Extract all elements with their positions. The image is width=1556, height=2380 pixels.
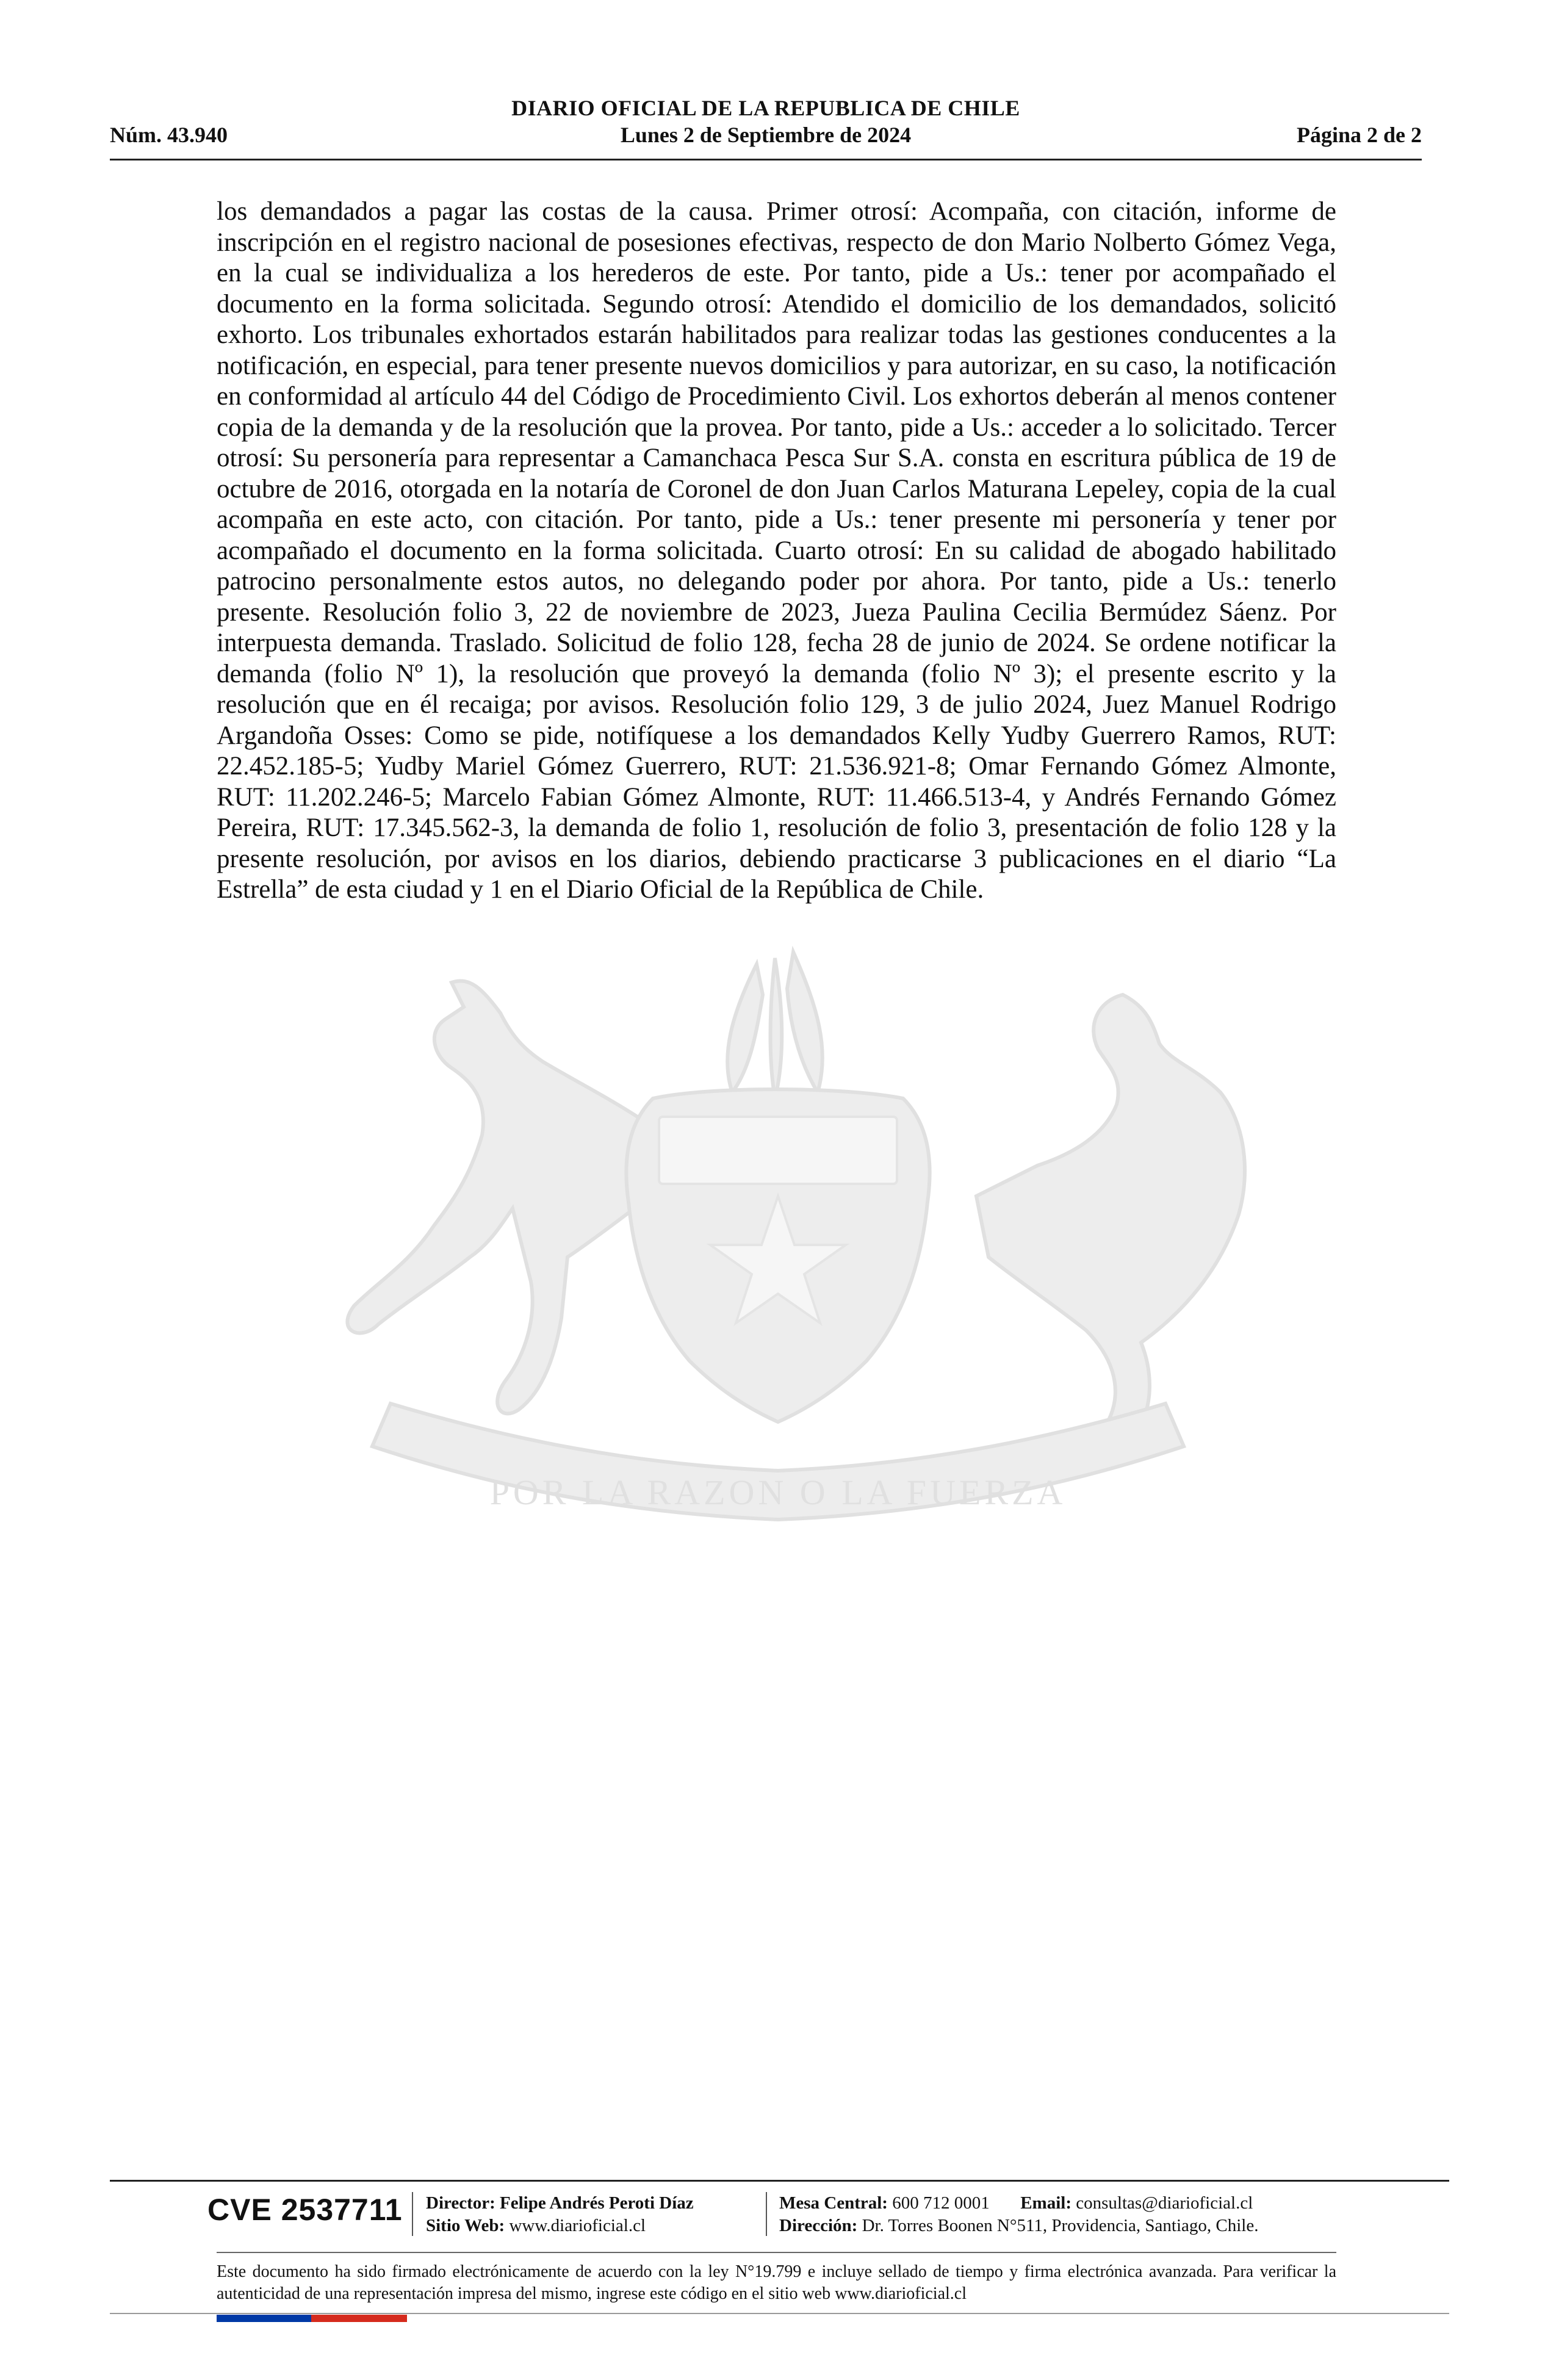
footer-bottom-divider bbox=[110, 2313, 1449, 2314]
email-label: Email: bbox=[1020, 2193, 1072, 2213]
footer-separator-right bbox=[766, 2192, 767, 2236]
coat-of-arms-watermark bbox=[268, 940, 1342, 1733]
footer-contact-block bbox=[779, 2192, 1258, 2237]
director-label: Director: bbox=[426, 2193, 495, 2213]
mesa-label: Mesa Central: bbox=[779, 2193, 888, 2213]
plume-center bbox=[771, 958, 782, 1098]
legal-notice: Este documento ha sido firmado electrónicamente de acuerdo con la ley N°19.799 e incluye sellado de tiempo y firma electrónica avanzada. Para verificar la autenticidad de una representación impresa del mismo, ingrese este código en el sitio web www.diarioficial.cl bbox=[217, 2262, 1336, 2303]
mesa-phone: 600 712 0001 bbox=[892, 2193, 990, 2213]
page-number: Página 2 de 2 bbox=[1296, 123, 1422, 147]
condor-figure bbox=[976, 995, 1245, 1443]
footer-director-block bbox=[426, 2192, 694, 2237]
page-header bbox=[110, 92, 1422, 160]
director-name: Felipe Andrés Peroti Díaz bbox=[500, 2193, 694, 2213]
footer-separator-left bbox=[412, 2192, 413, 2236]
address-line bbox=[779, 2215, 1258, 2237]
website-label: Sitio Web: bbox=[426, 2216, 505, 2235]
email-link[interactable]: consultas@diarioficial.cl bbox=[1076, 2193, 1253, 2213]
plume-right bbox=[787, 952, 823, 1092]
motto-text: POR LA RAZON O LA FUERZA bbox=[489, 1473, 1067, 1512]
issue-date: Lunes 2 de Septiembre de 2024 bbox=[620, 123, 912, 147]
plume-left bbox=[727, 964, 763, 1092]
footer-top-divider bbox=[110, 2180, 1449, 2182]
publication-title: DIARIO OFICIAL DE LA REPUBLICA DE CHILE bbox=[511, 96, 1020, 120]
website-line bbox=[426, 2215, 694, 2237]
cve-code: CVE 2537711 bbox=[207, 2193, 403, 2227]
footer-middle-divider bbox=[217, 2252, 1336, 2253]
website-link[interactable]: www.diarioficial.cl bbox=[509, 2216, 646, 2235]
flag-blue-segment bbox=[217, 2315, 311, 2322]
contact-line bbox=[779, 2192, 1258, 2215]
huemul-figure bbox=[347, 981, 647, 1413]
address-label: Dirección: bbox=[779, 2216, 858, 2235]
address-value: Dr. Torres Boonen N°511, Providencia, Santiago, Chile. bbox=[862, 2216, 1259, 2235]
shield-upper-band bbox=[659, 1117, 897, 1184]
flag-red-segment bbox=[311, 2315, 407, 2322]
flag-color-bar bbox=[217, 2315, 407, 2322]
article-body: los demandados a pagar las costas de la causa. Primer otrosí: Acompaña, con citación, informe de inscripción en el registro nacional de posesiones efectivas, respecto de don Mario Nolberto Gómez Vega, en la cual se individualiza a los herederos de este. Por tanto, pide a Us.: tener por acompañado el documento en la forma solicitada. Segundo otrosí: Atendido el domicilio de los demandados, solicitó exhorto. Los tribunales exhortados estarán habilitados para realizar todas las gestiones conducentes a la notificación, en especial, para tener presente nuevos domicilios y para autorizar, en su caso, la notificación en conformidad al artículo 44 del Código de Procedimiento Civil. Los exhortos deberán al menos contener copia de la demanda y de la resolución que la provea. Por tanto, pide a Us.: acceder a lo solicitado. Tercer otrosí: Su personería para representar a Camanchaca Pesca Sur S.A. consta en escritura pública de 19 de octubre de 2016, otorgada en la notaría de Coronel de don Juan Carlos Maturana Lepeley, copia de la cual acompaña en este acto, con citación. Por tanto, pide a Us.: tener presente mi personería y tener por acompañado el documento en la forma solicitada. Cuarto otrosí: En su calidad de abogado habilitado patrocino personalmente estos autos, no delegando poder por ahora. Por tanto, pide a Us.: tenerlo presente. Resolución folio 3, 22 de noviembre de 2023, Jueza Paulina Cecilia Bermúdez Sáenz. Por interpuesta demanda. Traslado. Solicitud de folio 128, fecha 28 de junio de 2024. Se ordene notificar la demanda (folio Nº 1), la resolución que proveyó la demanda (folio Nº 3); el presente escrito y la resolución que en él recaiga; por avisos. Resolución folio 129, 3 de julio 2024, Juez Manuel Rodrigo Argandoña Osses: Como se pide, notifíquese a los demandados Kelly Yudby Guerrero Ramos, RUT: 22.452.185-5; Yudby Mariel Gómez Guerrero, RUT: 21.536.921-8; Omar Fernando Gómez Almonte, RUT: 11.202.246-5; Marcelo Fabian Gómez Almonte, RUT: 11.466.513-4, y Andrés Fernando Gómez Pereira, RUT: 17.345.562-3, la demanda de folio 1, resolución de folio 3, presentación de folio 128 y la presente resolución, por avisos en los diarios, debiendo practicarse 3 publicaciones en el diario “La Estrella” de esta ciudad y 1 en el Diario Oficial de la República de Chile. bbox=[217, 197, 1336, 904]
issue-number: Núm. 43.940 bbox=[110, 123, 228, 147]
director-line bbox=[426, 2192, 694, 2215]
